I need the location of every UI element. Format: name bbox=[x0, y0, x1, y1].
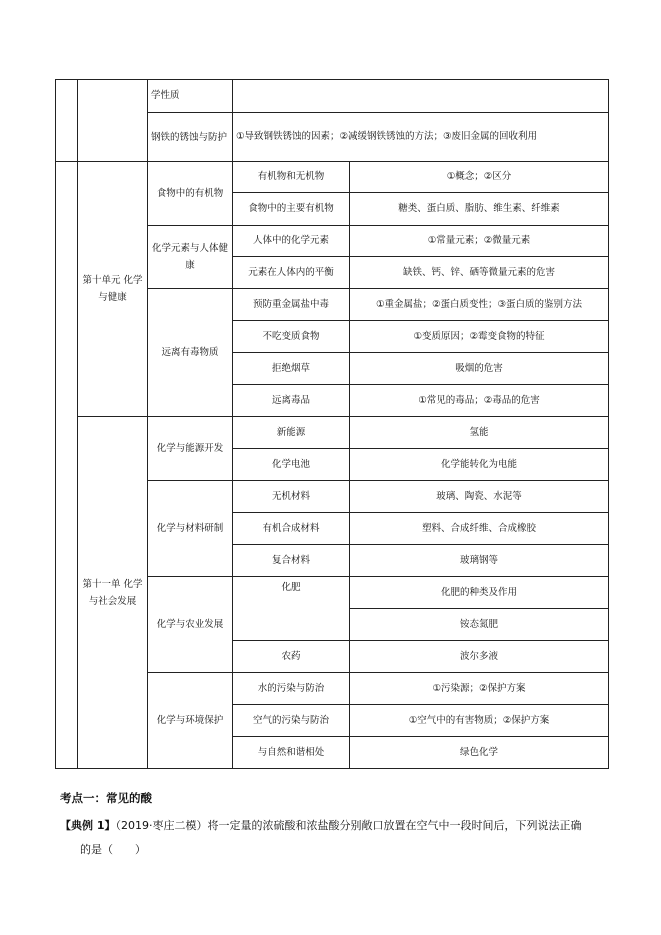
table-row bbox=[56, 417, 609, 449]
subtopic-cell: 有机合成材料 bbox=[233, 513, 350, 545]
subtopic-cell: 不吃变质食物 bbox=[233, 321, 350, 353]
subtopic-cell: 复合材料 bbox=[233, 545, 350, 577]
example-label: 【典例 1】 bbox=[60, 819, 116, 832]
subtopic-cell: 远离毒品 bbox=[233, 385, 350, 417]
topic-cell: 化学与环境保护 bbox=[148, 673, 233, 769]
content-cell bbox=[233, 80, 609, 113]
content-cell: 化学能转化为电能 bbox=[350, 449, 609, 481]
content-cell: ①变质原因；②霉变食物的特征 bbox=[350, 321, 609, 353]
table-row bbox=[56, 80, 609, 113]
unit-cell: 第十单元 化学与健康 bbox=[78, 162, 148, 417]
subtopic-cell: 化肥 bbox=[233, 577, 350, 641]
table-row bbox=[56, 162, 609, 193]
left-margin-cell bbox=[56, 162, 78, 769]
subtopic-cell: 与自然和谐相处 bbox=[233, 737, 350, 769]
topic-cell: 化学与农业发展 bbox=[148, 577, 233, 673]
content-cell: 绿色化学 bbox=[350, 737, 609, 769]
subtopic-cell: 人体中的化学元素 bbox=[233, 226, 350, 257]
content-cell: 玻璃、陶瓷、水泥等 bbox=[350, 481, 609, 513]
topic-cell: 学性质 bbox=[148, 80, 233, 113]
content-cell: ①空气中的有害物质；②保护方案 bbox=[350, 705, 609, 737]
subtopic-cell: 元素在人体内的平衡 bbox=[233, 257, 350, 289]
example-question bbox=[60, 814, 620, 862]
subtopic-cell: 食物中的主要有机物 bbox=[233, 193, 350, 226]
content-cell: 波尔多液 bbox=[350, 641, 609, 673]
topic-cell: 化学与材料研制 bbox=[148, 481, 233, 577]
topic-cell: 远离有毒物质 bbox=[148, 289, 233, 417]
topic-cell: 钢铁的锈蚀与防护 bbox=[148, 113, 233, 162]
left-margin-cell bbox=[56, 80, 78, 162]
content-cell: 塑料、合成纤维、合成橡胶 bbox=[350, 513, 609, 545]
subtopic-cell: 拒绝烟草 bbox=[233, 353, 350, 385]
example-text-continued: 的是（ ） bbox=[80, 843, 146, 856]
subtopic-cell: 农药 bbox=[233, 641, 350, 673]
content-cell: 铵态氮肥 bbox=[350, 609, 609, 641]
topic-cell: 食物中的有机物 bbox=[148, 162, 233, 226]
content-cell: ①导致钢铁锈蚀的因素；②减缓钢铁锈蚀的方法；③废旧金属的回收利用 bbox=[233, 113, 609, 162]
unit-cell bbox=[78, 80, 148, 162]
content-cell: 糖类、蛋白质、脂肪、维生素、纤维素 bbox=[350, 193, 609, 226]
content-cell: 缺铁、钙、锌、硒等微量元素的危害 bbox=[350, 257, 609, 289]
content-cell: 氢能 bbox=[350, 417, 609, 449]
subtopic-cell: 预防重金属盐中毒 bbox=[233, 289, 350, 321]
subtopic-cell: 无机材料 bbox=[233, 481, 350, 513]
content-cell: ①常见的毒品；②毒品的危害 bbox=[350, 385, 609, 417]
subtopic-cell: 化学电池 bbox=[233, 449, 350, 481]
content-cell: ①概念；②区分 bbox=[350, 162, 609, 193]
content-cell: ①污染源；②保护方案 bbox=[350, 673, 609, 705]
topic-cell: 化学元素与人体健康 bbox=[148, 226, 233, 289]
subtopic-cell: 水的污染与防治 bbox=[233, 673, 350, 705]
content-cell: ①重金属盐；②蛋白质变性；③蛋白质的鉴别方法 bbox=[350, 289, 609, 321]
content-cell: ①常量元素；②微量元素 bbox=[350, 226, 609, 257]
example-text: （2019·枣庄二模）将一定量的浓硫酸和浓盐酸分别敞口放置在空气中一段时间后，下列说法正确 bbox=[115, 819, 582, 832]
content-cell: 化肥的种类及作用 bbox=[350, 577, 609, 609]
subtopic-cell: 空气的污染与防治 bbox=[233, 705, 350, 737]
subtopic-cell: 有机物和无机物 bbox=[233, 162, 350, 193]
topic-cell: 化学与能源开发 bbox=[148, 417, 233, 481]
subtopic-cell: 新能源 bbox=[233, 417, 350, 449]
content-cell: 吸烟的危害 bbox=[350, 353, 609, 385]
content-cell: 玻璃钢等 bbox=[350, 545, 609, 577]
unit-cell: 第十一单 化学与社会发展 bbox=[78, 417, 148, 769]
knowledge-outline-table bbox=[55, 79, 609, 769]
section-heading: 考点一：常见的酸 bbox=[60, 791, 152, 805]
